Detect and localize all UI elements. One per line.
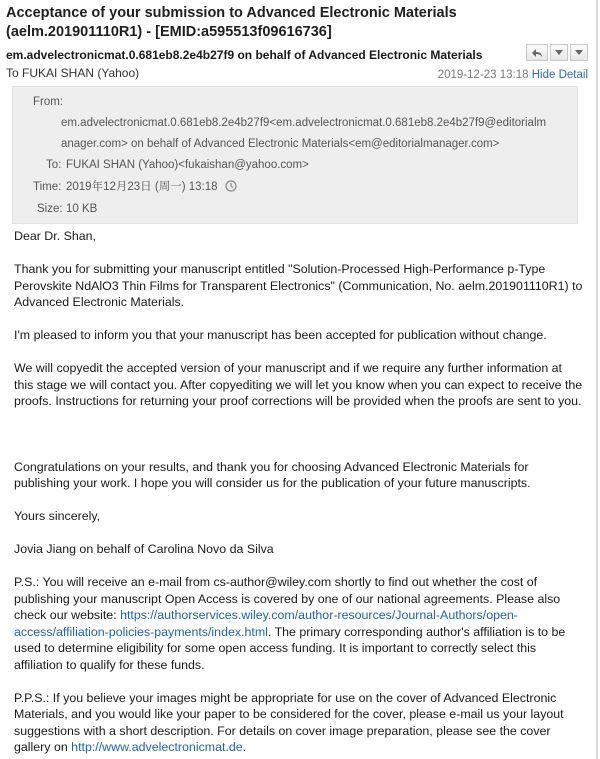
paragraph-congratulations: Congratulations on your results, and thank you for choosing Advanced Electronic Materials for publishing your work. I hope you will consider us for the publication of your future manuscripts. [14, 459, 531, 490]
time-label: Time: [33, 181, 62, 193]
triangle-down-icon [575, 50, 583, 56]
paragraph-submission: Thank you for submitting your manuscript entitled "Solution-Processed High-Performance p-Type Perovskite NdAlO3 Thin Films for Transparent Electronics" (Communication, No. aelm.201901110R1) to Advanced Electronic Materials. [14, 262, 583, 309]
clock-icon[interactable] [225, 180, 237, 192]
reply-button[interactable] [526, 44, 548, 61]
from-address-line1[interactable]: em.advelectronicmat.0.681eb8.2e4b27f9<em.advelectronicmat.0.681eb8.2e4b27f9@editorialm [61, 117, 547, 129]
hide-detail-link[interactable]: Hide Detail [531, 69, 588, 81]
pps-text-b: . [242, 740, 247, 754]
email-date: 2019-12-23 13:18 [437, 69, 529, 81]
recipient-line: To FUKAI SHAN (Yahoo) [6, 66, 140, 80]
header-toolbar [526, 44, 588, 61]
size-label: Size: [37, 203, 63, 215]
ps-text-b: . The primary corresponding author's affiliation is to be used to determine eligibility for some open access funding. It is important to correctly select this affiliation to qualify for these funds. [14, 624, 566, 672]
email-body [14, 228, 584, 756]
reply-icon [531, 48, 543, 58]
to-address[interactable]: FUKAI SHAN (Yahoo)<fukaishan@yahoo.com> [66, 159, 309, 171]
closing: Yours sincerely, [14, 509, 101, 523]
paragraph-accepted: I'm pleased to inform you that your manuscript has been accepted for publication without change. [14, 328, 547, 342]
email-header [6, 46, 592, 82]
message-details-panel [12, 86, 578, 224]
size-value: 10 KB [66, 203, 98, 215]
greeting: Dear Dr. Shan, [14, 229, 96, 243]
from-address-line2[interactable]: anager.com> on behalf of Advanced Electronic Materials<em@editorialmanager.com> [61, 138, 500, 150]
time-text: 2019年12月23日 (周一) 13:18 [66, 181, 218, 193]
wiley-oa-link[interactable]: https://authorservices.wiley.com/author-resources/Journal-Authors/open-access/affiliation-policies-payments/index.html [14, 608, 518, 639]
date-and-toggle [438, 66, 588, 84]
ps-text-a: P.S.: You will receive an e-mail from cs-author@wiley.com shortly to find out whether the cost of publishing your manuscript Open Access is covered by one of our national agreements. Please also check our website: [14, 575, 561, 622]
paragraph-copyedit: We will copyedit the accepted version of your manuscript and if we require any further information at this stage we will contact you. After copyediting we will let you know when you can expect to receive the proofs. Instructions for returning your proof corrections will be provided when the proofs are sent to you. [14, 361, 583, 408]
email-subject: Acceptance of your submission to Advanced Electronic Materials (aelm.201901110R1) - [EMID:a595513f09616736] [6, 5, 457, 40]
cover-gallery-link[interactable]: http://www.advelectronicmat.de [71, 740, 243, 754]
time-value [66, 177, 237, 198]
chevron-down-icon [555, 50, 563, 56]
signature: Jovia Jiang on behalf of Carolina Novo da Silva [14, 542, 274, 556]
reply-options-button[interactable] [550, 44, 568, 61]
more-options-button[interactable] [570, 44, 588, 61]
postscript [14, 574, 584, 673]
to-label: To: [46, 159, 62, 171]
pps-text-a: P.P.S.: If you believe your images might be appropriate for use on the cover of Advanced Electronic Materials, and you would like your paper to be considered for the cover, please e-mail us your layout suggestions with a short description. For details on cover image preparation, please see the cover gallery on [14, 690, 564, 754]
sender-name[interactable]: em.advelectronicmat.0.681eb8.2e4b27f9 on behalf of Advanced Electronic Materials [6, 48, 483, 62]
post-postscript [14, 690, 584, 756]
from-label: From: [33, 96, 64, 108]
